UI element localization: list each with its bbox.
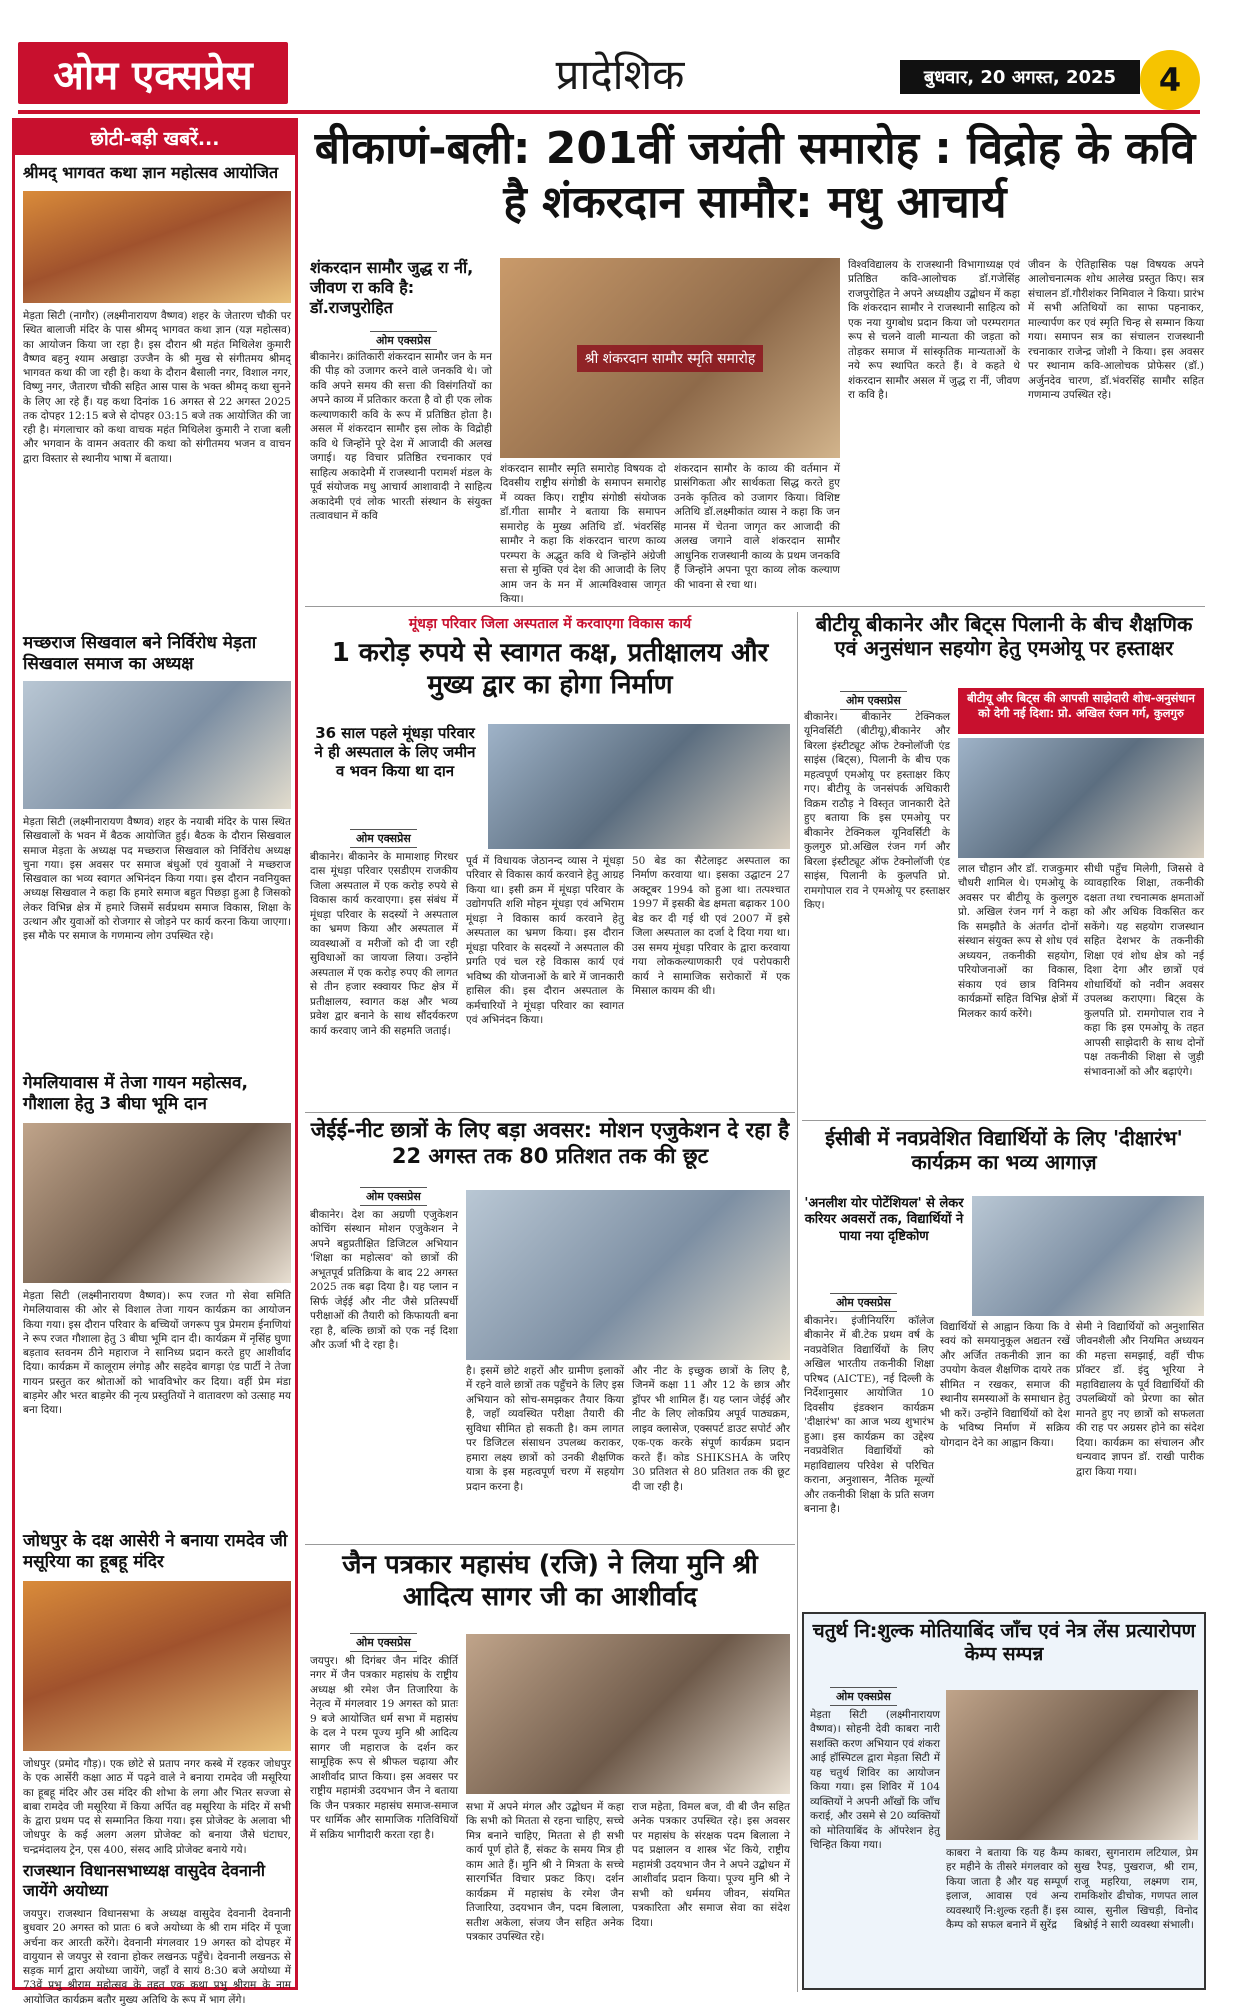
jee-body: है। इसमें छोटे शहरों और ग्रामीण इलाकों में रहने वाले छात्रों तक पहुँचने के लिए इस अभियान को सोच-समझकर तैयार किया है, जहाँ व्यवस्थित परीक्षा तैयारी की सुविधा सीमित हो सकती है। कम लागत पर डिजिटल संसाधन उपलब्ध कराकर, हमारा लक्ष्य छात्रों को उनकी शैक्षणिक यात्रा के इस महत्वपूर्ण चरण में सहयोग प्रदान करना है। <box>466 1365 624 1493</box>
byline-source: ओम एक्सप्रेस <box>830 1687 897 1706</box>
sidebar-story-title: श्रीमद् भागवत कथा ज्ञान महोत्सव आयोजित <box>23 163 279 182</box>
ecb-body: विद्यार्थियों से आह्वान किया कि वे स्वयं को समयानुकूल अद्यतन रखें और अर्जित तकनीकी ज्ञान का उपयोग केवल शैक्षणिक दायरे तक सीमित न रखकर, समाज की स्थानीय समस्याओं के समाधान हेतु भी करें। उन्होंने विद्यार्थियों को देश के भविष्य निर्माण में सक्रिय योगदान देने का आह्वान किया। <box>940 1321 1070 1449</box>
eye-camp-body: काबरा ने बताया कि यह कैम्प हर महीने के तीसरे मंगलवार को किया जाता है और यह सम्पूर्ण इलाज, आवास एवं अन्य व्यवस्थाएँ नि:शुल्क रहती हैं। इस कैम्प को सफल बनाने में सुरेंद्र <box>946 1847 1068 1932</box>
top-story-body: शंकरदान सामौर स्मृति समारोह विषयक दो दिवसीय राष्ट्रीय संगोष्ठी के समापन समारोह में व्यक्त किए। राष्ट्रीय संगोष्ठी संयोजक डॉ.गीता सामौर ने बताया कि समापन समारोह के मुख्य अतिथि डॉ. भंवरसिंह सामौर ने कहा कि शंकरदान चारण काव्य परम्परा के अद्भुत कवि थे जिन्होंने अंग्रेजी सत्ता से मुक्ति एवं देश की आजादी के लिए आम जन के मन में आत्मविश्वास जागृत किया। <box>500 463 666 606</box>
jain-body: राज महेता, विमल बज, वी बी जैन सहित अनेक पत्रकार उपस्थित रहे। इस अवसर पर महासंघ के संरक्षक पदम बिलाला ने पद प्रक्षालन व शास्त्र भेंट किये, राष्ट्रीय महामंत्री उदयभान जैन ने अपने उद्बोधन में आशीर्वाद प्रदान किया। पूज्य मुनि श्री ने सभी को धर्ममय जीवन, संयमित पत्रकारिता और समाज सेवा का संदेश दिया। <box>632 1801 790 1929</box>
btu-mou-photo <box>958 738 1204 858</box>
section-divider <box>305 1544 795 1545</box>
sidebar-story-title: मच्छराज सिखवाल बने निर्विरोध मेड़ता सिखवाल समाज का अध्यक्ष <box>23 633 257 674</box>
hospital-body: बीकानेर। बीकानेर के मामाशाह गिरधर दास मूंधड़ा परिवार एसडीएम राजकीय जिला अस्पताल में एक करोड़ रुपये से विकास कार्य करवाएगा। इस संबंध में मूंधड़ा परिवार के सदस्यों ने अस्पताल का भ्रमण किया और अस्पताल में व्यवस्थाओं व मरीजों को दी जा रही सुविधाओं का जायजा लिया। उन्होंने अस्पताल में एक करोड़ रुपए की लागत से तीन हजार स्क्वायर फिट क्षेत्र में प्रतीक्षालय, स्वागत कक्ष और भव्य प्रवेश द्वार बनाने के साथ सौंदर्यकरण कार्य करवाए जाने की सहमति जताई। <box>310 851 458 1037</box>
samaur-ceremony-photo <box>500 258 840 458</box>
page-number: 4 <box>1140 50 1200 110</box>
sidebar-story-title: जोधपुर के दक्ष आसेरी ने बनाया रामदेव जी मसूरिया का हूबहू मंदिर <box>23 1531 288 1572</box>
jain-headline: जैन पत्रकार महासंघ (रजि) ने लिया मुनि श्री आदित्य सागर जी का आशीर्वाद <box>342 1550 758 1612</box>
hospital-body: 50 बेड का सैटेलाइट अस्पताल का निर्माण करवाया था। इसका उद्घाटन 27 अक्टूबर 1994 को हुआ था। तत्पश्चात 1997 में इसकी बेड क्षमता बढ़ाकर 100 बेड कर दी गई थी एवं 2007 में इसे जिला अस्पताल का दर्जा दे दिया गया था। उस समय मूंधड़ा परिवार के द्वारा करवाया गया लोककल्याणकारी एवं परोपकारी कार्य ने सामाजिक सरोकारों में एक मिसाल कायम की थी। <box>632 855 790 998</box>
top-story-deck: शंकरदान सामौर जुद्ध रा नीं, जीवण रा कवि है: डॉ.राजपुरोहित <box>310 258 474 317</box>
section-divider <box>305 606 1205 607</box>
hospital-pullquote: 36 साल पहले मूंधड़ा परिवार ने ही अस्पताल के लिए जमीन व भवन किया था दान <box>314 724 476 780</box>
jain-body: जयपुर। श्री दिगंबर जैन मंदिर कीर्ति नगर में जैन पत्रकार महासंघ के राष्ट्रीय अध्यक्ष श्री रमेश जैन तिजारिया के नेतृत्व में मंगलवार 19 अगस्त को प्रातः 9 बजे आयोजित धर्म सभा में महासंघ के दल ने परम पूज्य मुनि श्री आदित्य सागर जी महाराज के दर्शन कर सामूहिक रूप से श्रीफल चढ़ाया और आशीर्वाद प्राप्त किया। इस अवसर पर राष्ट्रीय महामंत्री उदयभान जैन ने बताया कि जैन पत्रकार महासंघ समाज-समाज पर धार्मिक और सामाजिक गतिविधियों में सक्रिय भागीदारी करता रहा है। <box>310 1655 458 1841</box>
motion-launch-photo <box>466 1190 790 1360</box>
ecb-pullquote: 'अनलीश योर पोटेंशियल' से लेकर करियर अवसरों तक, विद्यार्थियों ने पाया नया दृष्टिकोण <box>804 1196 964 1244</box>
sidebar-story-body: जयपुर। राजस्थान विधानसभा के अध्यक्ष वासुदेव देवनानी देवनानी बुधवार 20 अगस्त को प्रातः 6 बजे अयोध्या के श्री राम मंदिर में पूजा अर्चना कर आरती करेंगे। देवनानी मंगलवार 19 अगस्त को दोपहर में वायुयान से जयपुर से रवाना होकर लखनऊ पहुँचे। देवनानी लखनऊ से सड़क मार्ग द्वारा अयोध्या जायेंगे, जहाँ वे सायं 8:30 बजे अयोध्या में 73वें प्रभु श्रीराम महोत्सव के तहत एक कथा प्रभु श्रीराम के नाम आयोजित कार्यक्रम बतौर मुख्य अतिथि के रूप में भाग लेंगे। <box>23 1908 291 2006</box>
byline-source: ओम एक्सप्रेस <box>830 1293 897 1312</box>
btu-headline: बीटीयू बीकानेर और बिट्स पिलानी के बीच शैक्षणिक एवं अनुसंधान सहयोग हेतु एमओयू पर हस्ताक्षर <box>815 612 1193 661</box>
ecb-headline: ईसीबी में नवप्रवेशित विद्यार्थियों के लिए 'दीक्षारंभ' कार्यक्रम का भव्य आगाज़ <box>825 1126 1183 1175</box>
sidebar-short-news <box>12 118 298 2006</box>
ecb-body: बीकानेर। इंजीनियरिंग कॉलेज बीकानेर में बी.टेक प्रथम वर्ष के नवप्रवेशित विद्यार्थियों के लिए अखिल भारतीय तकनीकी शिक्षा परिषद (AICTE), नई दिल्ली के निर्देशानुसार आयोजित 10 दिवसीय इंडक्शन कार्यक्रम 'दीक्षारंभ' का आज भव्य शुभारंभ हुआ। इस कार्यक्रम का उद्देश्य नवप्रवेशित विद्यार्थियों को महाविद्यालय परिवेश से परिचित कराना, अनुशासन, नैतिक मूल्यों और तकनीकी शिक्षा के प्रति सजग बनाना है। <box>804 1315 934 1516</box>
tejagayan-photo <box>23 1123 291 1283</box>
sidebar-story-body: मेड़ता सिटी (नागौर) (लक्ष्मीनारायण वैष्णव) शहर के जेतारण चौकी पर स्थित बालाजी मंदिर के पास श्रीमद् भागवत कथा ज्ञान (यज्ञ महोत्सव) का आयोजन किया जा रहा है। इस दौरान श्री महंत मिथिलेश कुमारी वैष्णव बहनु श्याम अखाड़ा उज्जैन के श्री मुख से संगीतमय श्रीमद् भागवत कथा की जा रही है। कथा के दौरान बैसाली नगर, विशाल नगर, विष्णु नगर, जैतारण चौकी सहित आस पास के भक्त श्रीमद् कथा सुनने के लिए आ रहे हैं। यह कथा दिनांक 16 अगस्त से 22 अगस्त 2025 तक दोपहर 12:15 बजे से दोपहर 03:15 बजे तक आयोजित की जा रही है। मंगलाचार को कथा वाचक महंत मिथिलेश कुमारी ने राजा बली और भगवान के वामन अवतार की कथा को संगीतमय भजन व वाचन द्वारा विस्तार से स्थानीय भाषा में बताया। <box>23 310 291 465</box>
sidebar-story-title: गेमलियावास में तेजा गायन महोत्सव, गौशाला हेतु 3 बीघा भूमि दान <box>23 1073 248 1114</box>
column-divider <box>797 612 798 1992</box>
top-story-body: बीकानेर। क्रांतिकारी शंकरदान सामौर जन के मन की पीड़ को उजागर करने वाले जनकवि थे। जो कवि अपने समय की सत्ता की विसंगतियों का अपने काव्य में प्रतिकार करता है वो ही एक लोक कल्याणकारी कवि के रूप में प्रतिष्ठित होता है। असल में शंकरदान सामौर इस लोक के विद्रोही कवि थे जिन्होंने पूरे देश में आजादी की अलख जगाई। यह विचार प्रतिष्ठित रचनाकार एवं साहित्य अकादेमी में राजस्थानी परामर्श मंडल के पूर्व संयोजक मधु आचार्य आशावादी ने साहित्य अकादेमी एवं लोक भारती संस्थान के संयुक्त तत्वावधान में कवि <box>310 351 492 523</box>
section-divider <box>305 1112 795 1113</box>
ramdev-temple-model-photo <box>23 1581 291 1751</box>
eye-camp-photo <box>946 1690 1198 1840</box>
issue-date: बुधवार, 20 अगस्त, 2025 <box>900 60 1140 94</box>
byline-source: ओम एक्सप्रेस <box>370 331 437 350</box>
sidebar-story-body: मेड़ता सिटी (लक्ष्मीनारायण वैष्णव)। रूप रजत गो सेवा समिति गेमलियावास की ओर से विशाल तेजा गायन कार्यक्रम का आयोजन किया गया। इस दौरान परिवार के बच्चियों जगरूप पुत्र प्रेमराम ईनाणियां ने रूप रजत गौशाला हेतु 3 बीघा भूमि दान दी। कार्यक्रम में नृसिंह घुणा बड़ताव स्तवनम ठीने महाराज ने सानिध्य प्रदान करते हुए आशीर्वाद दिया। कार्यक्रम में कालूराम लंगोड़ और सहदेव बागड़ा एंड पार्टी ने तेजा गायन प्रस्तुत कर श्रोताओं को भावविभोर कर दिया। वहीं प्रेम मंडा बाड़मेर और भरत बाड़मेर की नृत्य प्रस्तुतियों ने वातावरण को उत्साह मय बना दिया। <box>23 1290 291 1417</box>
eye-camp-body: काबरा, सुगनाराम लटियाल, प्रेम सुख रैपड़, पुखराज, श्री राम, राजू महरिया, लक्ष्मण राम, रामकिशोर ढीचोक, गणपत लाल व्यास, सुनील खिचड़ी, विनोद बिश्नोई ने सारी व्यवस्था संभाली। <box>1074 1847 1198 1932</box>
btu-body: लाल चौहान और डॉ. राजकुमार चौधरी शामिल थे। एमओयू के अवसर पर बीटीयू के कुलगुरु प्रो. अखिल रंजन गर्ग ने कहा कि समझौते के अंतर्गत दोनों संस्थान संयुक्त रूप से शोध एवं अध्ययन, तकनीकी सहयोग, परियोजनाओं का विकास, संकाय एवं छात्र विनिमय कार्यक्रमों सहित विभिन्न क्षेत्रों में मिलकर कार्य करेंगे। <box>958 863 1078 1020</box>
byline-source: ओम एक्सप्रेस <box>360 1187 427 1206</box>
masthead-rule <box>18 110 1200 114</box>
jee-body: और नीट के इच्छुक छात्रों के लिए है, जिनमें कक्षा 11 और 12 के छात्र और ड्रॉपर भी शामिल हैं। यह प्लान जेईई और नीट के लिए लोकप्रिय अपूर्व पाठ्यक्रम, लाइव क्लासेज, एक्सपर्ट डाउट सपोर्ट और एक-एक करके संपूर्ण कार्यक्रम प्रदान करते हैं। कोड SHIKSHA के जरिए 30 प्रतिशत से 80 प्रतिशत तक की छूट दी जा रही है। <box>632 1365 790 1493</box>
sidebar-story-body: जोधपुर (प्रमोद गौड़)। एक छोटे से प्रताप नगर कस्बे में रहकर जोधपुर के एक आर्सेरी कक्षा आठ में पढ़ने वाले ने बनाया रामदेव जी मसूरिया का हूबहू मंदिर और उस मंदिर की शोभा के लगा और भितर सज्जा से बाबा रामदेव जी मसूरिया में किया अर्पित वह मसूरिया के मंदिर में सभी के द्वारा प्रथम पद से सम्मानित किया गया। इस प्रोजेक्ट के अलावा भी जोधपुर के कई अलग अलग प्रोजेक्ट को बनाया जैसे घंटाघर, चन्द्रमंदालय ट्रेन, एस 400, संसद आदि प्रोजेक्ट बनाये गये। <box>23 1758 291 1856</box>
jain-body: सभा में अपने मंगल और उद्बोधन में कहा कि सभी को मितता से रहना चाहिए, सच्चे मित्र बनाने चाहिए, मितता से ही सभी कार्य पूर्ण होते हैं, संकट के समय मित्र ही काम आते हैं। मुनि श्री ने मित्रता के सच्चे सारगर्भित विचार प्रकट किए। दर्शन कार्यक्रम में महासंघ के रमेश जैन तिजारिया, उदयभान जैन, पदम बिलाला, सतीश अकेला, संजय जैन सहित अनेक पत्रकार उपस्थित रहे। <box>466 1801 624 1944</box>
photo-banner-text: श्री शंकरदान सामौर स्मृति समारोह <box>577 345 764 372</box>
masthead-brand: ओम एक्सप्रेस <box>18 42 288 104</box>
ecb-body: सेमी ने विद्यार्थियों को अनुशासित जीवनशैली और नियमित अध्ययन की महत्ता समझाई, वहीं चीफ प्रॉक्टर डॉ. इंदु भूरिया ने महाविद्यालय के पूर्व विद्यार्थियों की उपलब्धियों को प्रेरणा का स्रोत मानते हुए नए छात्रों को सफलता की राह पर अग्रसर होने का संदेश दिया। कार्यक्रम का संचालन और धन्यवाद ज्ञापन डॉ. राखी पारीक द्वारा किया गया। <box>1076 1321 1204 1478</box>
jee-body: बीकानेर। देश का अग्रणी एजुकेशन कोचिंग संस्थान मोशन एजुकेशन ने अपने बहुप्रतीक्षित डिजिटल अभियान 'शिक्षा का महोत्सव' को छात्रों की अभूतपूर्व प्रतिक्रिया के बाद 22 अगस्त 2025 तक बढ़ा दिया है। यह प्लान न सिर्फ जेईई और नीट जैसे प्रतिस्पर्धी परीक्षाओं की तैयारी को किफायती बना रहा है, बल्कि छात्रों को एक नई दिशा और ऊर्जा भी दे रहा है। <box>310 1209 458 1352</box>
hospital-kicker: मूंधड़ा परिवार जिला अस्पताल में करवाएगा विकास कार्य <box>408 616 692 632</box>
top-story-body: जीवन के ऐतिहासिक पक्ष विषयक अपने आलोचनात्मक शोध आलेख प्रस्तुत किए। सत्र संचालन डॉ.गौरीशंकर निमिवाल ने किया। प्रारंभ में सभी अतिथियों का साफा पहनाकर, माल्यार्पण कर एवं स्मृति चिन्ह से सम्मान किया गया। समापन सत्र का संचालन राजस्थानी रचनाकार राजेन्द्र जोशी ने किया। इस अवसर पर स्थानाम कवि-आलोचक प्रोफेसर (डॉ.) अर्जुनदेव चारण, डॉ.भंवरसिंह सामौर सहित गणमान्य उपस्थित रहे। <box>1028 259 1204 402</box>
hospital-body: पूर्व में विधायक जेठानन्द व्यास ने मूंधड़ा परिवार से विकास कार्य करवाने हेतु आग्रह किया था। इसी क्रम में मूंधड़ा परिवार के उद्योगपति शशि मोहन मूंधड़ा एवं अभिराम मूंधड़ा ने विकास कार्य करवाने हेतु अस्पताल का भ्रमण किया। इस दौरान मूंधड़ा परिवार के सदस्यों ने अस्पताल की प्रगति एवं चल रहे विकास कार्य एवं भविष्य की योजनाओं के बारे में जानकारी हासिल की। इस दौरान अस्पताल के कर्मचारियों ने मूंधड़ा परिवार का स्वागत एवं अभिनंदन किया। <box>466 855 624 1027</box>
section-divider <box>802 1120 1206 1121</box>
btu-body: बीकानेर। बीकानेर टेक्निकल यूनिवर्सिटी (बीटीयू),बीकानेर और बिरला इंस्टीट्यूट ऑफ टेक्नोलॉजी एंड साइंस (बिट्स), पिलानी के बीच एक महत्वपूर्ण एमओयू पर हस्ताक्षर किए गए। बीटीयू के जनसंपर्क अधिकारी विक्रम राठौड़ ने विस्तृत जानकारी देते हुए बताया कि इस एमओयू पर बीकानेर टेक्निकल यूनिवर्सिटी के कुलगुरु प्रो.अखिल रंजन गर्ग और बिरला इंस्टीट्यूट ऑफ टेक्नोलॉजी एंड साइंस, पिलानी के कुलपति प्रो. रामगोपाल राव ने एमओयू पर हस्ताक्षर किए। <box>804 711 950 912</box>
sikhwal-samaj-photo <box>23 681 291 809</box>
eye-camp-headline: चतुर्थ नि:शुल्क मोतियाबिंद जाँच एवं नेत्र लेंस प्रत्यारोपण केम्प सम्पन्न <box>812 1620 1196 1666</box>
sidebar-story-body: मेड़ता सिटी (लक्ष्मीनारायण वैष्णव) शहर के नयाबी मंदिर के पास स्थित सिखवालों के भवन में बैठक आयोजित हुई। बैठक के दौरान सिखवाल समाज मेड़ता के अध्यक्ष पद मच्छराज सिखवाल को निर्विरोध अध्यक्ष चुना गया। इस अवसर पर समाज बंधुओं एवं युवाओं ने मच्छराज सिखवाल का भव्य स्वागत अभिनंदन किया गया। इस दौरान नवनियुक्त अध्यक्ष सिखवाल ने कहा कि हमारे समाज बहुत पिछड़ा हुआ है जिसको लेकर विभिन्न क्षेत्र में हमारे जिसमें सर्वप्रथम समाज विकास, शिक्षा के उत्थान और युवाओं को रोजगार से जोड़ने पर कार्य करना किया जाएगा। इस मौके पर समाज के गणमान्य लोग उपस्थित रहे। <box>23 816 291 943</box>
byline-source: ओम एक्सप्रेस <box>840 691 907 710</box>
top-story-headline: बीकाणं-बली: 201वीं जयंती समारोह : विद्रोह के कवि है शंकरदान सामौर: मधु आचार्य <box>314 123 1196 228</box>
btu-body: सीधी पहुँच मिलेगी, जिससे वे व्यावहारिक शिक्षा, तकनीकी दक्षता तथा रचनात्मक क्षमताओं को और अधिक विकसित कर सकेंगे। यह सहयोग राजस्थान सहित देशभर के तकनीकी शिक्षा एवं शोध क्षेत्र को नई दिशा देगा और छात्रों एवं शोधार्थियों को नवीन अवसर उपलब्ध कराएगा। बिट्स के कुलपति प्रो. रामगोपाल राव ने कहा कि इस एमओयू के तहत आपसी साझेदारी के साथ दोनों पक्ष तकनीकी शिक्षा से जुड़ी संभावनाओं को और बढ़ाएंगे। <box>1084 863 1204 1078</box>
btu-caption: बीटीयू और बिट्स की आपसी साझेदारी शोध-अनुसंधान को देगी नई दिशा: प्रो. अखिल रंजन गर्ग, कुलगुरु <box>958 688 1204 734</box>
byline-source: ओम एक्सप्रेस <box>350 1633 417 1652</box>
sidebar-story-title: राजस्थान विधानसभाध्यक्ष वासुदेव देवनानी जायेंगे अयोध्या <box>23 1861 265 1900</box>
byline-source: ओम एक्सप्रेस <box>350 829 417 848</box>
bhagwat-katha-photo <box>23 191 291 303</box>
jain-muni-photo <box>466 1634 790 1794</box>
jee-headline: जेईई-नीट छात्रों के लिए बड़ा अवसर: मोशन एजुकेशन दे रहा है 22 अगस्त तक 80 प्रतिशत तक की छूट <box>310 1118 790 1168</box>
hospital-headline: 1 करोड़ रुपये से स्वागत कक्ष, प्रतीक्षालय और मुख्य द्वार का होगा निर्माण <box>331 638 769 700</box>
top-story-body: विश्वविद्यालय के राजस्थानी विभागाध्यक्ष एवं प्रतिष्ठित कवि-आलोचक डॉ.गजेसिंह राजपुरोहित ने अपने अध्यक्षीय उद्बोधन में कहा कि शंकरदान सामौर ने राजस्थानी साहित्य को एक नया युगबोध प्रदान किया जो परम्परागत रूप से चलने वाली मान्यता की जड़ता को तोड़कर समाज में सांस्कृतिक मान्यताओं के नये रूप स्थापित करते हैं। वे कहते थे शंकरदान सामौर असल में जुद्ध रा नीं, जीवण रा कवि है। <box>848 259 1020 402</box>
hospital-visit-photo <box>488 724 790 849</box>
eye-camp-body: मेड़ता सिटी (लक्ष्मीनारायण वैष्णव)। सोहनी देवी काबरा नारी सशक्ति करण अभियान एवं शंकरा आई हॉस्पिटल द्वारा मेड़ता सिटी में यह चतुर्थ शिविर का आयोजन किया गया। इस शिविर में 104 व्यक्तियों ने अपनी आँखों कि जाँच कराई, और उसमे से 20 व्यक्तियों को मोतियाबिंद के ऑपरेशन हेतु चिन्हित किया गया। <box>810 1709 940 1852</box>
ecb-induction-photo <box>972 1196 1204 1316</box>
top-story-body: शंकरदान सामौर के काव्य की वर्तमान में प्रासंगिकता और सार्थकता सिद्ध करते हुए उनके कृतित्व को उजागर किया। विशिष्ट अतिथि डॉ.लक्ष्मीकांत व्यास ने कहा कि जन मानस में चेतना जागृत कर आजादी की अलख जगाने वाले शंकरदान सामौर आधुनिक राजस्थानी काव्य के प्रथम जनकवि हैं जिन्होंने अपना पूरा काव्य लोक कल्याण की भावना से रचा था। <box>674 463 840 591</box>
sidebar-header: छोटी-बड़ी खबरें... <box>15 121 295 155</box>
section-title: प्रादेशिक <box>555 49 685 99</box>
